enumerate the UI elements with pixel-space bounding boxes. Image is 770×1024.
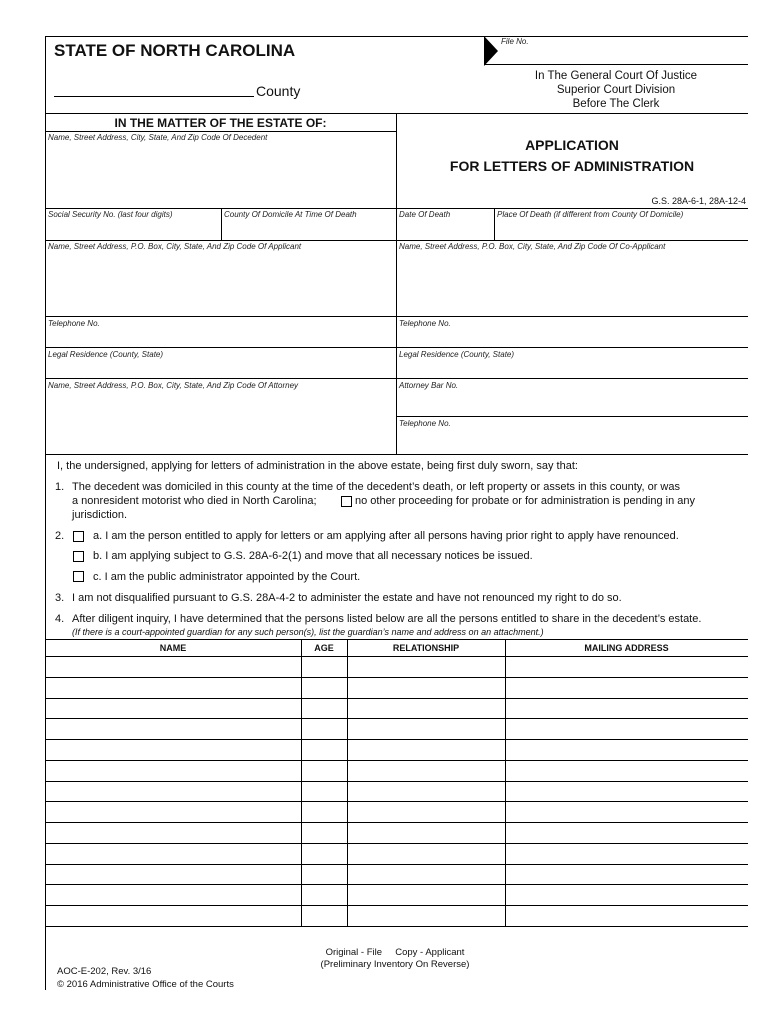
domicile-label: County Of Domicile At Time Of Death — [224, 210, 357, 219]
heir-age-cell[interactable] — [302, 700, 346, 718]
heir-address-cell[interactable] — [506, 886, 747, 904]
table-row-line — [45, 677, 748, 678]
heir-age-cell[interactable] — [302, 762, 346, 780]
table-top-line — [45, 639, 748, 640]
file-no-underline — [484, 64, 748, 65]
coapplicant-address-input[interactable] — [399, 256, 748, 312]
heir-name-cell[interactable] — [46, 803, 300, 821]
row-phone-top — [45, 316, 748, 317]
coapplicant-residence-label: Legal Residence (County, State) — [399, 350, 515, 359]
heir-relationship-cell[interactable] — [348, 907, 504, 925]
attorney-bar-label: Attorney Bar No. — [399, 381, 459, 390]
item-4-text: After diligent inquiry, I have determined that the persons listed below are all the persons entitled to share in the decedent’s estate. — [72, 613, 702, 625]
table-row-line — [45, 698, 748, 699]
attorney-address-label: Name, Street Address, P.O. Box, City, State, And Zip Code Of Attorney — [48, 381, 299, 390]
heir-relationship-cell[interactable] — [348, 679, 504, 697]
table-row-line — [45, 760, 748, 761]
top-border — [45, 36, 748, 37]
court-line-1: In The General Court Of Justice — [534, 70, 698, 82]
table-row-line — [45, 843, 748, 844]
heir-name-cell[interactable] — [46, 866, 300, 884]
coapplicant-address-label: Name, Street Address, P.O. Box, City, State, And Zip Code Of Co-Applicant — [399, 242, 666, 251]
heir-address-cell[interactable] — [506, 762, 747, 780]
heir-name-cell[interactable] — [46, 783, 300, 801]
item-3-text: I am not disqualified pursuant to G.S. 28A-4-2 to administer the estate and have not renounced my right to do so. — [72, 592, 622, 604]
table-row-line — [45, 884, 748, 885]
item-1-number: 1. — [55, 481, 65, 493]
item-2-number: 2. — [55, 530, 65, 542]
applicant-address-label: Name, Street Address, P.O. Box, City, State, And Zip Code Of Applicant — [48, 242, 302, 251]
heir-relationship-cell[interactable] — [348, 845, 504, 863]
coapplicant-phone-input[interactable] — [399, 331, 748, 345]
table-row-line — [45, 926, 748, 927]
heir-name-cell[interactable] — [46, 824, 300, 842]
table-row-line — [45, 718, 748, 719]
ssn-label: Social Security No. (last four digits) — [48, 210, 173, 219]
heir-age-cell[interactable] — [302, 907, 346, 925]
file-no-arrow-icon — [484, 36, 498, 66]
coapplicant-residence-input[interactable] — [399, 362, 748, 376]
row-body-top — [45, 454, 748, 455]
form-number: AOC-E-202, Rev. 3/16 — [57, 966, 152, 977]
decedent-label: Name, Street Address, City, State, And Zip Code Of Decedent — [48, 133, 268, 142]
item-1-line-3: jurisdiction. — [72, 509, 128, 521]
heir-address-cell[interactable] — [506, 741, 747, 759]
heir-address-cell[interactable] — [506, 658, 747, 676]
heir-relationship-cell[interactable] — [348, 803, 504, 821]
heir-relationship-cell[interactable] — [348, 783, 504, 801]
copies-note: Original - File Copy - Applicant — [325, 947, 465, 958]
item-1-line-2b: no other proceeding for probate or for administration is pending in any — [355, 495, 695, 507]
attorney-phone-input[interactable] — [399, 433, 748, 451]
heir-age-cell[interactable] — [302, 845, 346, 863]
row-residence-top — [45, 347, 748, 348]
heir-age-cell[interactable] — [302, 741, 346, 759]
table-row-line — [45, 864, 748, 865]
heir-name-cell[interactable] — [46, 658, 300, 676]
file-no-input[interactable] — [540, 40, 744, 60]
court-line-3: Before The Clerk — [572, 98, 660, 110]
heir-name-cell[interactable] — [46, 907, 300, 925]
heir-age-cell[interactable] — [302, 824, 346, 842]
table-row-line — [45, 739, 748, 740]
no-proceeding-checkbox[interactable] — [341, 496, 352, 507]
court-info — [484, 69, 748, 111]
row-attorney-phone-top — [396, 416, 748, 417]
item-2c-text: c. I am the public administrator appointed by the Court. — [93, 571, 361, 583]
heir-relationship-cell[interactable] — [348, 700, 504, 718]
item-1-line-2a: a nonresident motorist who died in North Carolina; — [72, 495, 317, 507]
place-of-death-label: Place Of Death (if different from County Of Domicile) — [497, 210, 684, 219]
item-3-number: 3. — [55, 592, 65, 604]
col-header-age: AGE — [314, 643, 334, 653]
heir-name-cell[interactable] — [46, 720, 300, 738]
state-title: STATE OF NORTH CAROLINA — [54, 41, 296, 60]
item-4-note: (If there is a court-appointed guardian for any such person(s), list the guardian’s name and address on an attachment.) — [72, 627, 544, 637]
heir-name-cell[interactable] — [46, 679, 300, 697]
heir-relationship-cell[interactable] — [348, 762, 504, 780]
decedent-input[interactable] — [48, 146, 394, 204]
heir-age-cell[interactable] — [302, 783, 346, 801]
item-1-line-1: The decedent was domiciled in this county at the time of the decedent’s death, or left property or assets in this county, or was — [72, 481, 680, 493]
table-row-line — [45, 801, 748, 802]
applicant-address-input[interactable] — [48, 256, 394, 312]
table-header-line — [45, 656, 748, 657]
heir-relationship-cell[interactable] — [348, 824, 504, 842]
heir-age-cell[interactable] — [302, 720, 346, 738]
row-applicant-top — [45, 240, 748, 241]
date-of-death-input[interactable] — [399, 223, 495, 238]
attorney-phone-label: Telephone No. — [399, 419, 451, 428]
item-2a-checkbox[interactable] — [73, 531, 84, 542]
heir-address-cell[interactable] — [506, 845, 747, 863]
heir-address-cell[interactable] — [506, 720, 747, 738]
row-ssn-top — [45, 208, 748, 209]
file-no-label: File No. — [501, 37, 529, 46]
coapplicant-phone-label: Telephone No. — [399, 319, 451, 328]
intro-statement: I, the undersigned, applying for letters of administration in the above estate, being first duly sworn, say that: — [57, 460, 578, 472]
heir-age-cell[interactable] — [302, 803, 346, 821]
item-2a-text: a. I am the person entitled to apply for letters or am applying after all persons having prior right to apply have renounced. — [93, 530, 679, 542]
heir-address-cell[interactable] — [506, 866, 747, 884]
place-of-death-input[interactable] — [497, 223, 749, 238]
heir-address-cell[interactable] — [506, 803, 747, 821]
heir-age-cell[interactable] — [302, 679, 346, 697]
heir-address-cell[interactable] — [506, 679, 747, 697]
heir-relationship-cell[interactable] — [348, 658, 504, 676]
court-line-2: Superior Court Division — [556, 84, 676, 96]
heir-address-cell[interactable] — [506, 700, 747, 718]
statute-ref: G.S. 28A-6-1, 28A-12-4 — [651, 196, 746, 206]
attorney-bar-input[interactable] — [399, 395, 748, 413]
heir-relationship-cell[interactable] — [348, 720, 504, 738]
heir-name-cell[interactable] — [46, 762, 300, 780]
county-label: County — [256, 83, 301, 99]
applicant-residence-label: Legal Residence (County, State) — [48, 350, 164, 359]
row-attorney-top — [45, 378, 748, 379]
table-row-line — [45, 781, 748, 782]
domicile-input[interactable] — [224, 223, 396, 238]
heir-name-cell[interactable] — [46, 886, 300, 904]
application-title: APPLICATION — [525, 137, 619, 153]
heir-relationship-cell[interactable] — [348, 886, 504, 904]
ssn-input[interactable] — [48, 223, 220, 238]
heir-relationship-cell[interactable] — [348, 741, 504, 759]
heir-name-cell[interactable] — [46, 700, 300, 718]
heir-name-cell[interactable] — [46, 845, 300, 863]
item-2b-text: b. I am applying subject to G.S. 28A-6-2(1) and move that all necessary notices be issued. — [93, 550, 533, 562]
heir-address-cell[interactable] — [506, 824, 747, 842]
heir-age-cell[interactable] — [302, 886, 346, 904]
heir-address-cell[interactable] — [506, 783, 747, 801]
item-2b-checkbox[interactable] — [73, 551, 84, 562]
col-header-mailing-address: MAILING ADDRESS — [584, 643, 669, 653]
date-of-death-label: Date Of Death — [399, 210, 451, 219]
application-subtitle: FOR LETTERS OF ADMINISTRATION — [449, 158, 695, 174]
heir-age-cell[interactable] — [302, 866, 346, 884]
heir-address-cell[interactable] — [506, 907, 747, 925]
inventory-note: (Preliminary Inventory On Reverse) — [320, 959, 470, 970]
heir-relationship-cell[interactable] — [348, 866, 504, 884]
heir-age-cell[interactable] — [302, 658, 346, 676]
col-header-relationship: RELATIONSHIP — [392, 643, 460, 653]
table-row-line — [45, 822, 748, 823]
heir-name-cell[interactable] — [46, 741, 300, 759]
ssn-divider — [221, 208, 222, 240]
applicant-phone-label: Telephone No. — [48, 319, 100, 328]
applicant-phone-input[interactable] — [48, 331, 394, 345]
table-row-line — [45, 905, 748, 906]
item-4-number: 4. — [55, 613, 65, 625]
col-header-name: NAME — [159, 643, 187, 653]
applicant-residence-input[interactable] — [48, 362, 394, 376]
attorney-address-input[interactable] — [48, 394, 394, 450]
estate-heading: IN THE MATTER OF THE ESTATE OF: — [114, 116, 327, 130]
estate-heading-underline — [45, 131, 396, 132]
copyright: © 2016 Administrative Office of the Courts — [57, 979, 234, 990]
item-2c-checkbox[interactable] — [73, 571, 84, 582]
county-input[interactable] — [54, 84, 254, 97]
